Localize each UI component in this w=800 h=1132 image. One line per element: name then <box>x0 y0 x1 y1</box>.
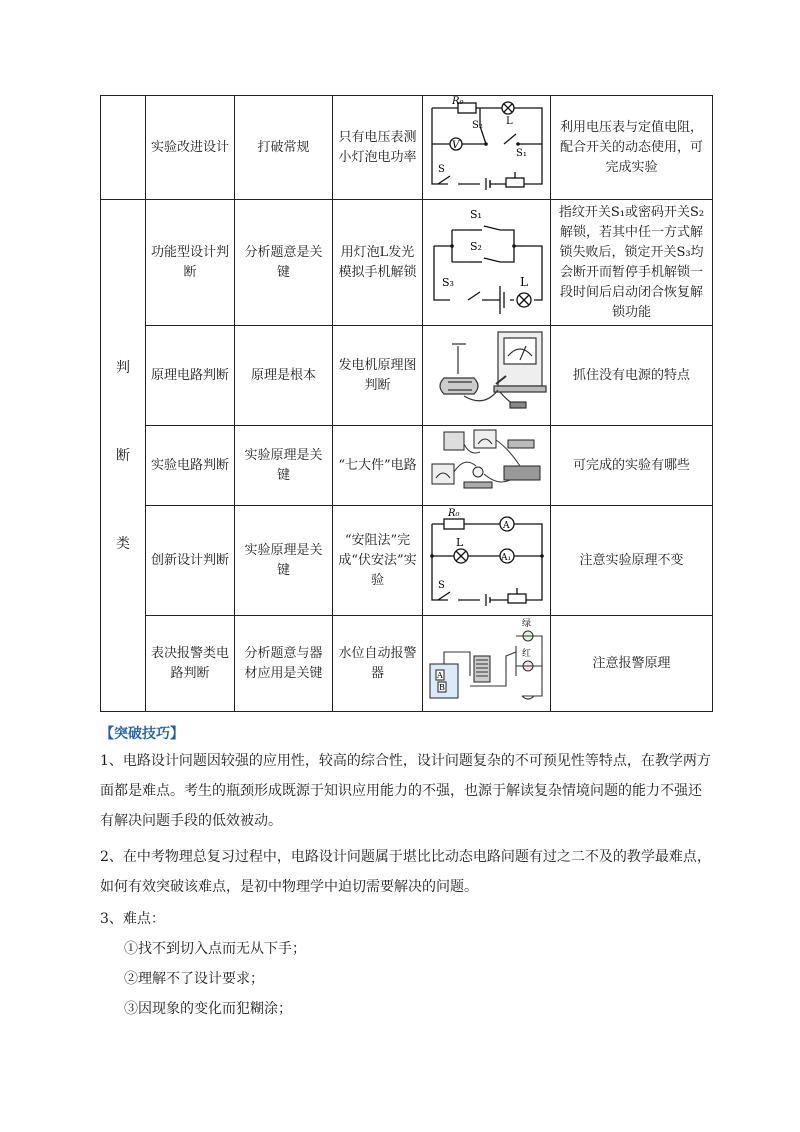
ammeter-label: A <box>502 521 509 531</box>
s2-label: S₂ <box>471 120 483 131</box>
note-cell: 注意实验原理不变 <box>551 506 713 616</box>
lamp-label: L <box>505 116 513 127</box>
table-row <box>101 200 713 326</box>
type-cell: 实验改进设计 <box>146 96 235 200</box>
switch-label: S <box>437 580 445 591</box>
category-char: 断 <box>116 447 130 464</box>
tip-paragraph-2: 2、在中考物理总复习过程中，电路设计问题属于堪比比动态电路问题有过之二不及的教学最难点，如何有效突破该难点，是初中物理学中迫切需要解决的问题。 <box>100 849 711 895</box>
figure-cell <box>423 616 551 712</box>
section-heading: 【突破技巧】 <box>100 726 184 742</box>
example-cell: 水位自动报警器 <box>333 616 423 712</box>
example-cell: 发电机原理图判断 <box>333 326 423 426</box>
switch-label: S <box>437 164 445 175</box>
ammeter-resistance-circuit-diagram <box>424 506 550 608</box>
type-cell: 原理电路判断 <box>146 326 235 426</box>
difficulty-item: ③因现象的变化而犯糊涂； <box>124 1001 292 1017</box>
s1-label: S₁ <box>515 148 527 159</box>
type-cell: 创新设计判断 <box>146 506 235 616</box>
summary-table <box>100 95 713 712</box>
table-row <box>101 96 713 200</box>
key-cell: 打破常规 <box>235 96 333 200</box>
type-cell: 表决报警类电路判断 <box>146 616 235 712</box>
table-row <box>101 326 713 426</box>
electrode-b-label: B <box>438 683 445 692</box>
table-row <box>101 426 713 506</box>
r0-label: R₀ <box>447 508 460 519</box>
figure-cell <box>423 506 551 616</box>
red-lamp-label: 红 <box>521 649 531 659</box>
note-cell: 利用电压表与定值电阻，配合开关的动态使用，可完成实验 <box>551 96 713 200</box>
example-cell: “安阻法”完成“伏安法”实验 <box>333 506 423 616</box>
s1-label: S₁ <box>469 208 482 221</box>
note-cell: 可完成的实验有哪些 <box>551 426 713 506</box>
phone-unlock-circuit-diagram <box>424 200 550 318</box>
figure-cell <box>423 426 551 506</box>
key-cell: 分析题意与器材应用是关键 <box>235 616 333 712</box>
figure-cell <box>423 96 551 200</box>
key-cell: 分析题意是关键 <box>235 200 333 326</box>
key-cell: 实验原理是关键 <box>235 506 333 616</box>
key-cell: 实验原理是关键 <box>235 426 333 506</box>
generator-principle-illustration <box>424 326 550 418</box>
difficulty-item: ①找不到切入点而无从下手； <box>124 941 306 957</box>
lab-equipment-illustration <box>424 426 550 498</box>
table-row <box>101 506 713 616</box>
category-char: 类 <box>116 535 130 552</box>
example-cell: “七大件”电路 <box>333 426 423 506</box>
green-lamp-label: 绿 <box>521 619 531 629</box>
type-cell: 功能型设计判断 <box>146 200 235 326</box>
electrode-a-label: A <box>436 671 443 680</box>
tip-paragraph-1: 1、电路设计问题因较强的应用性，较高的综合性，设计问题复杂的不可预见性等特点，在教学两方面都是难点。考生的瓶颈形成既源于知识应用能力的不强，也源于解读复杂情境问题的能力不强还有解决问题手段的低效被动。 <box>100 753 711 829</box>
lamp-label: L <box>455 536 463 549</box>
type-cell: 实验电路判断 <box>146 426 235 506</box>
example-cell: 只有电压表测小灯泡电功率 <box>333 96 423 200</box>
voltmeter-circuit-diagram <box>424 96 550 192</box>
key-cell: 原理是根本 <box>235 326 333 426</box>
category-cell <box>101 200 146 712</box>
category-char: 判 <box>116 359 130 376</box>
water-level-alarm-illustration <box>424 616 550 704</box>
note-cell: 指纹开关S₁或密码开关S₂解锁，若其中任一方式解锁失败后，锁定开关S₃均会断开而暂停手机解锁一段时间后启动闭合恢复解锁功能 <box>551 200 713 326</box>
example-cell: 用灯泡L发光模拟手机解锁 <box>333 200 423 326</box>
table-row <box>101 616 713 712</box>
figure-cell <box>423 326 551 426</box>
s2-label: S₂ <box>469 240 482 253</box>
tip-paragraph-3: 3、难点： <box>100 911 165 927</box>
voltmeter-label: V <box>451 140 459 151</box>
note-cell: 注意报警原理 <box>551 616 713 712</box>
figure-cell <box>423 200 551 326</box>
lamp-label: L <box>519 275 528 289</box>
r0-label: R₀ <box>451 96 464 107</box>
s3-label: S₃ <box>441 276 454 289</box>
note-cell: 抓住没有电源的特点 <box>551 326 713 426</box>
category-cell <box>101 96 146 200</box>
ammeter1-label: A₁ <box>500 553 511 563</box>
difficulty-item: ②理解不了设计要求； <box>124 971 264 987</box>
